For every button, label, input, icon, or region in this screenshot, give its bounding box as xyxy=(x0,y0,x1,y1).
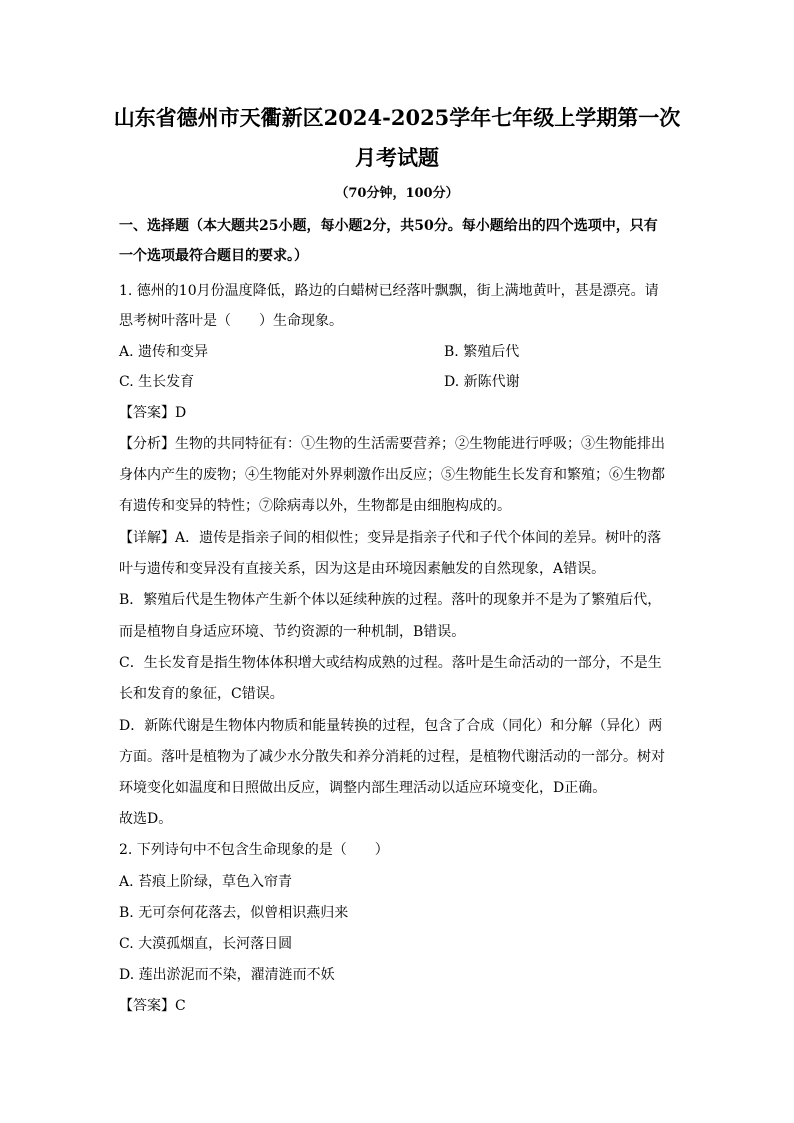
q1-conclusion: 故选D。 xyxy=(119,811,173,827)
exam-title-line2: 月考试题 xyxy=(355,145,439,170)
exam-time-score: （70分钟，100分） xyxy=(335,186,459,201)
q2-stem: 2. 下列诗句中不包含生命现象的是（ ） xyxy=(119,842,389,858)
q1-detail-line: B．繁殖后代是生物体产生新个体以延续种族的过程。落叶的现象并不是为了繁殖后代， xyxy=(119,592,662,608)
q1-detail-line: D．新陈代谢是生物体内物质和能量转换的过程，包含了合成（同化）和分解（异化）两 xyxy=(119,718,663,734)
q1-detail-line: C．生长发育是指生物体体积增大或结构成熟的过程。落叶是生命活动的一部分，不是生 xyxy=(119,655,662,671)
q2-option-a: A. 苔痕上阶绿，草色入帘青 xyxy=(119,874,293,890)
q1-stem-line1: 1. 德州的10月份温度降低，路边的白蜡树已经落叶飘飘，街上满地黄叶，甚是漂亮。请 xyxy=(119,283,659,299)
q2-answer: 【答案】C xyxy=(119,998,186,1014)
q2-option-c: C. 大漠孤烟直，长河落日圆 xyxy=(119,936,293,952)
q1-option-a: A. 遗传和变异 xyxy=(119,344,209,360)
q1-option-d: D. 新陈代谢 xyxy=(444,374,520,390)
q1-detail-line: 叶与遗传和变异没有直接关系，因为这是由环境因素触发的自然现象，A错误。 xyxy=(119,561,606,577)
exam-title-line1: 山东省德州市天衢新区2024-2025学年七年级上学期第一次 xyxy=(113,105,681,130)
q1-analysis-line: 有遗传和变异的特性；⑦除病毒以外，生物都是由细胞构成的。 xyxy=(119,498,511,514)
q1-detail-line: 【详解】A．遗传是指亲子间的相似性；变异是指亲子代和子代个体间的差异。树叶的落 xyxy=(119,530,662,546)
q1-detail-line: 而是植物自身适应环境、节约资源的一种机制，B错误。 xyxy=(119,624,466,640)
q1-detail-line: 长和发育的象征，C错误。 xyxy=(119,686,284,702)
q1-analysis-line: 身体内产生的废物；④生物能对外界刺激作出反应；⑤生物能生长发育和繁殖；⑥生物都 xyxy=(119,467,665,483)
q1-detail-line: 环境变化如温度和日照做出反应，调整内部生理活动以适应环境变化，D正确。 xyxy=(119,780,607,796)
q2-option-b: B. 无可奈何花落去，似曾相识燕归来 xyxy=(119,905,349,921)
q2-option-d: D. 莲出淤泥而不染，濯清涟而不妖 xyxy=(119,967,335,983)
q1-detail-line: 方面。落叶是植物为了减少水分散失和养分消耗的过程，是植物代谢活动的一部分。树对 xyxy=(119,749,665,765)
q1-answer: 【答案】D xyxy=(119,405,187,421)
section-heading-line1: 一、选择题（本大题共25小题，每小题2分，共50分。每小题给出的四个选项中，只有 xyxy=(119,218,658,234)
q1-option-c: C. 生长发育 xyxy=(119,374,195,390)
q1-option-b: B. 繁殖后代 xyxy=(444,344,520,360)
section-heading-line2: 一个选项最符合题目的要求。） xyxy=(119,248,308,264)
q1-stem-line2: 思考树叶落叶是（ ）生命现象。 xyxy=(119,313,343,329)
q1-analysis-line: 【分析】生物的共同特征有：①生物的生活需要营养；②生物能进行呼吸；③生物能排出 xyxy=(119,436,665,452)
